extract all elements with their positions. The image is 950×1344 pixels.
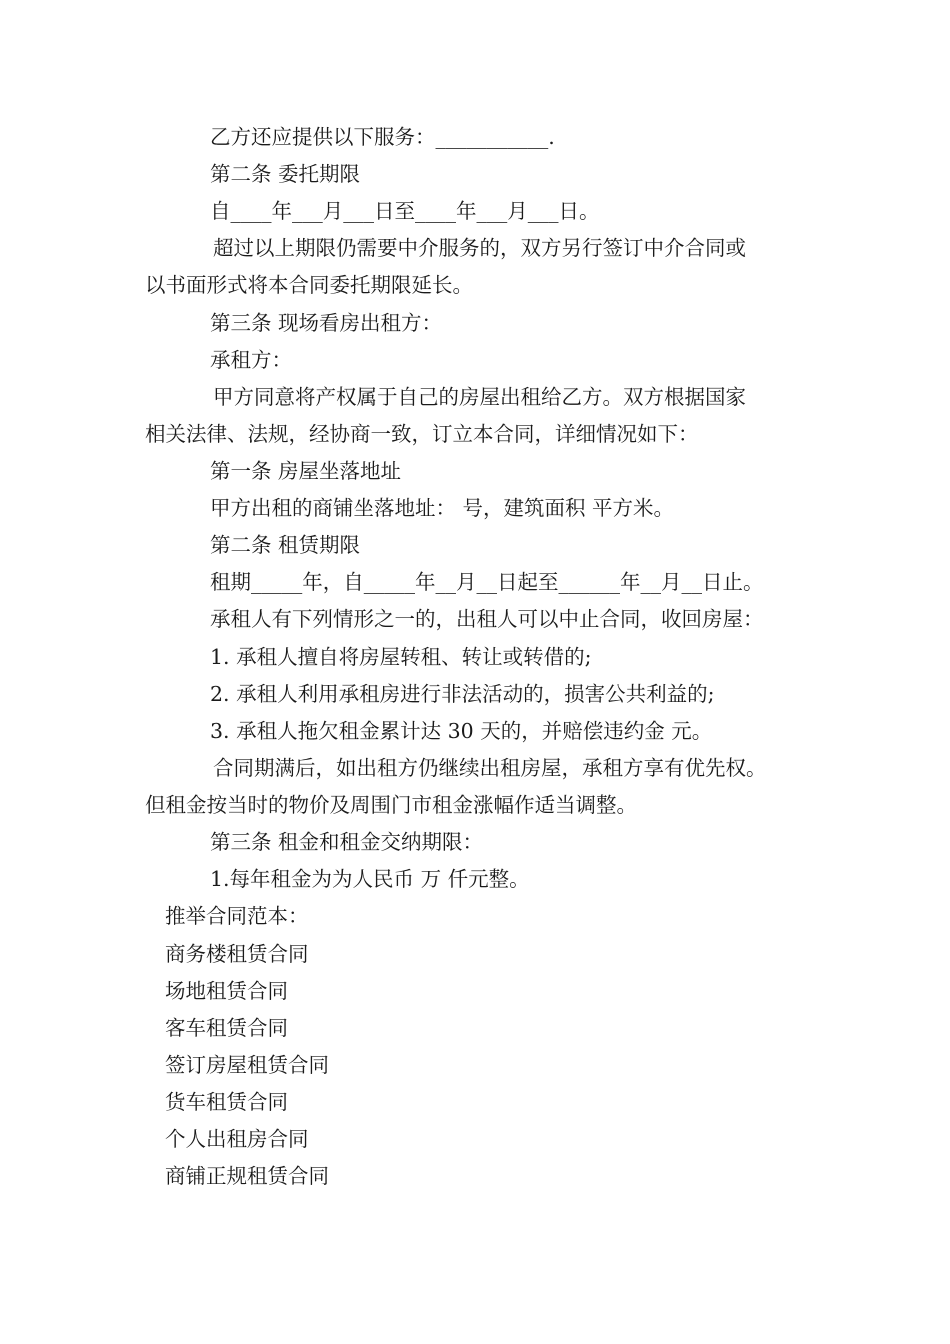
recommend-link[interactable]: 场地租赁合同 (165, 979, 288, 1003)
list-item: 3. 承租人拖欠租金累计达 30 天的，并赔偿违约金 元。 (210, 719, 713, 743)
paragraph-line: 乙方还应提供以下服务：___________. (210, 125, 555, 149)
paragraph-line: 承租人有下列情形之一的，出租人可以中止合同，收回房屋： (210, 607, 764, 631)
paragraph-line: 承租方： (210, 348, 292, 372)
paragraph-line: 相关法律、法规，经协商一致，订立本合同，详细情况如下： (145, 422, 699, 446)
paragraph-line: 甲方同意将产权属于自己的房屋出租给乙方。双方根据国家 (213, 385, 746, 409)
recommend-link[interactable]: 签订房屋租赁合同 (165, 1053, 329, 1077)
section-heading: 第二条 委托期限 (210, 162, 361, 186)
recommend-link[interactable]: 商务楼租赁合同 (165, 942, 309, 966)
paragraph-line: 自____年___月___日至____年___月___日。 (210, 199, 600, 223)
recommend-title: 推举合同范本： (165, 904, 309, 928)
list-item: 1. 承租人擅自将房屋转租、转让或转借的; (210, 645, 592, 669)
paragraph-line: 超过以上期限仍需要中介服务的，双方另行签订中介合同或 (213, 236, 746, 260)
section-heading: 第二条 租赁期限 (210, 533, 361, 557)
recommend-link[interactable]: 客车租赁合同 (165, 1016, 288, 1040)
recommend-link[interactable]: 商铺正规租赁合同 (165, 1164, 329, 1188)
section-heading: 第三条 租金和租金交纳期限： (210, 830, 484, 854)
list-item: 2. 承租人利用承租房进行非法活动的，损害公共利益的; (210, 682, 715, 706)
recommend-link[interactable]: 货车租赁合同 (165, 1090, 288, 1114)
paragraph-line: 租期_____年，自_____年__月__日起至______年__月__日止。 (210, 570, 764, 594)
paragraph-line: 甲方出租的商铺坐落地址： 号，建筑面积 平方米。 (210, 496, 675, 520)
recommend-link[interactable]: 个人出租房合同 (165, 1127, 309, 1151)
section-heading: 第一条 房屋坐落地址 (210, 459, 402, 483)
paragraph-line: 但租金按当时的物价及周围门市租金涨幅作适当调整。 (145, 793, 637, 817)
paragraph-line: 以书面形式将本合同委托期限延长。 (145, 273, 473, 297)
section-heading: 第三条 现场看房出租方： (210, 311, 443, 335)
list-item: 1.每年租金为为人民币 万 仟元整。 (210, 867, 530, 891)
paragraph-line: 合同期满后，如出租方仍继续出租房屋，承租方享有优先权。 (213, 756, 767, 780)
